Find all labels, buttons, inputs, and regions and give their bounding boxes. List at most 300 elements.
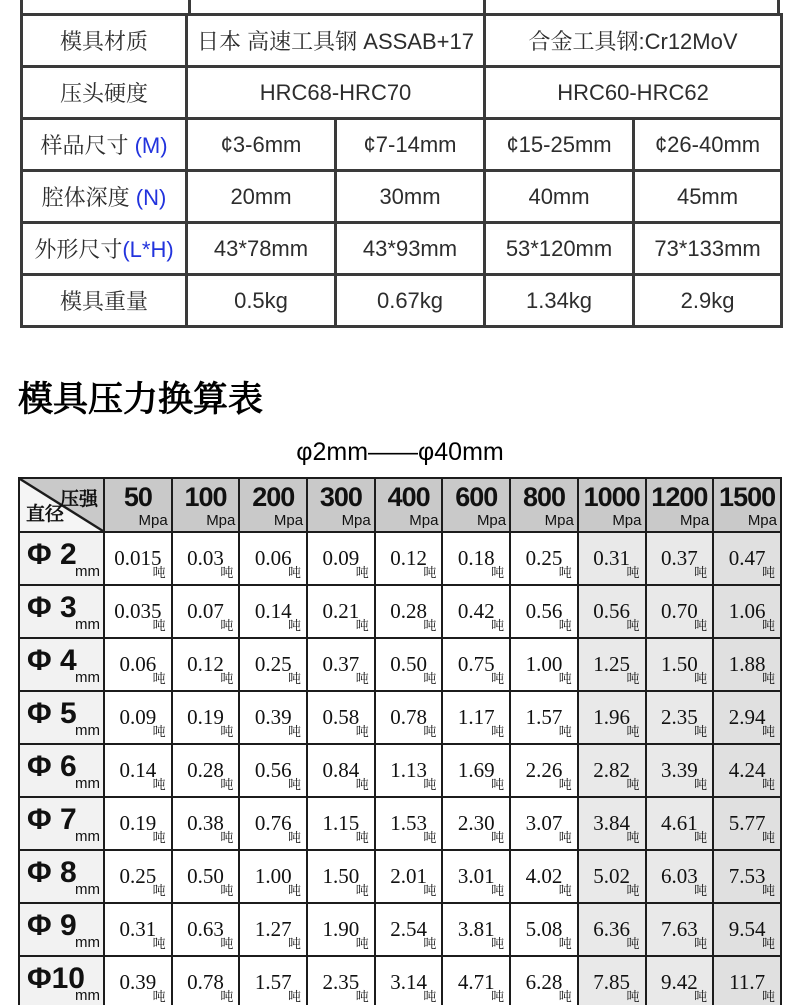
tonnage-unit: 吨 xyxy=(761,618,775,633)
tonnage-unit: 吨 xyxy=(288,671,302,686)
tonnage-value: 1.53 xyxy=(390,811,427,835)
tonnage-unit: 吨 xyxy=(626,724,640,739)
tonnage-cell xyxy=(307,532,375,585)
tonnage-value: 0.21 xyxy=(322,599,360,623)
pressure-unit: Mpa xyxy=(544,512,574,529)
spec-label-text: 压头硬度 xyxy=(59,81,148,106)
tonnage-value: 0.37 xyxy=(660,546,698,570)
tonnage-value: 2.54 xyxy=(390,917,427,941)
tonnage-cell xyxy=(375,532,443,585)
pressure-unit: Mpa xyxy=(747,512,777,529)
tonnage-cell xyxy=(239,850,307,903)
tonnage-value: 0.38 xyxy=(187,811,224,835)
tonnage-cell xyxy=(578,691,646,744)
cropped-cell xyxy=(486,0,777,13)
tonnage-unit: 吨 xyxy=(152,565,166,580)
tonnage-value: 1.50 xyxy=(322,864,360,888)
tonnage-value: 1.13 xyxy=(390,758,427,782)
tonnage-unit: 吨 xyxy=(558,724,572,739)
cropped-cell xyxy=(23,0,191,13)
spec-table-row xyxy=(22,119,782,171)
tonnage-value: 7.63 xyxy=(660,917,698,941)
tonnage-unit: 吨 xyxy=(288,618,302,633)
tonnage-cell xyxy=(713,585,781,638)
diameter-cell xyxy=(19,797,104,850)
tonnage-cell xyxy=(442,903,510,956)
tonnage-value: 1.15 xyxy=(322,811,360,835)
tonnage-cell xyxy=(104,956,172,1005)
spec-label-text: 样品尺寸 xyxy=(40,133,129,158)
tonnage-value: 1.88 xyxy=(728,652,766,676)
tonnage-cell xyxy=(239,585,307,638)
tonnage-value: 0.56 xyxy=(525,599,563,623)
tonnage-value: 1.57 xyxy=(254,970,292,994)
tonnage-cell xyxy=(307,638,375,691)
tonnage-value: 2.35 xyxy=(660,705,698,729)
tonnage-cell xyxy=(375,850,443,903)
tonnage-cell xyxy=(104,691,172,744)
pressure-unit: Mpa xyxy=(206,512,236,529)
tonnage-cell xyxy=(104,638,172,691)
tonnage-value: 0.06 xyxy=(119,652,157,676)
pressure-value: 400 xyxy=(387,482,430,512)
tonnage-cell xyxy=(442,638,510,691)
tonnage-unit: 吨 xyxy=(423,936,437,951)
corner-diameter-label: 直径 xyxy=(26,504,65,525)
tonnage-value: 0.84 xyxy=(322,758,360,782)
tonnage-unit: 吨 xyxy=(626,777,640,792)
spec-table-row xyxy=(22,15,782,67)
tonnage-cell xyxy=(713,797,781,850)
tonnage-cell xyxy=(578,532,646,585)
tonnage-unit: 吨 xyxy=(694,830,708,845)
tonnage-unit: 吨 xyxy=(423,724,437,739)
tonnage-unit: 吨 xyxy=(694,671,708,686)
tonnage-value: 6.36 xyxy=(593,917,631,941)
pressure-table-row xyxy=(19,638,781,691)
spec-label-text: 模具重量 xyxy=(59,289,148,314)
tonnage-value: 1.50 xyxy=(660,652,698,676)
diameter-value: Φ10 xyxy=(27,961,85,995)
tonnage-unit: 吨 xyxy=(761,989,775,1004)
tonnage-value: 4.61 xyxy=(660,811,698,835)
spec-value-cell: 1.34kg xyxy=(485,275,634,327)
tonnage-unit: 吨 xyxy=(152,830,166,845)
tonnage-value: 0.47 xyxy=(728,546,766,570)
tonnage-unit: 吨 xyxy=(761,777,775,792)
tonnage-cell xyxy=(307,956,375,1005)
tonnage-value: 0.31 xyxy=(119,917,157,941)
tonnage-cell xyxy=(375,797,443,850)
pressure-unit: Mpa xyxy=(476,512,507,529)
tonnage-unit: 吨 xyxy=(694,724,708,739)
pressure-value: 600 xyxy=(455,482,498,512)
tonnage-value: 0.19 xyxy=(187,705,224,729)
tonnage-value: 0.31 xyxy=(593,546,631,570)
tonnage-unit: 吨 xyxy=(423,883,437,898)
spec-label-suffix: (N) xyxy=(129,185,167,210)
diameter-value: Φ 9 xyxy=(27,908,77,942)
tonnage-value: 6.28 xyxy=(525,970,563,994)
tonnage-cell xyxy=(172,903,240,956)
tonnage-unit: 吨 xyxy=(761,936,775,951)
tonnage-unit: 吨 xyxy=(152,989,166,1004)
tonnage-unit: 吨 xyxy=(491,671,505,686)
tonnage-unit: 吨 xyxy=(355,671,369,686)
tonnage-cell xyxy=(578,956,646,1005)
diameter-cell xyxy=(19,744,104,797)
spec-row-label xyxy=(22,171,187,223)
tonnage-value: 0.76 xyxy=(254,811,292,835)
diameter-cell xyxy=(19,956,104,1005)
pressure-column-header xyxy=(510,478,578,532)
tonnage-cell xyxy=(375,744,443,797)
tonnage-unit: 吨 xyxy=(355,565,369,580)
tonnage-unit: 吨 xyxy=(423,618,437,633)
tonnage-cell xyxy=(239,797,307,850)
tonnage-value: 1.69 xyxy=(457,758,495,782)
tonnage-value: 0.75 xyxy=(457,652,495,676)
tonnage-cell xyxy=(375,638,443,691)
tonnage-unit: 吨 xyxy=(626,671,640,686)
tonnage-unit: 吨 xyxy=(761,671,775,686)
tonnage-unit: 吨 xyxy=(288,830,302,845)
tonnage-value: 0.78 xyxy=(390,705,427,729)
tonnage-unit: 吨 xyxy=(626,936,640,951)
pressure-table-range: φ2mm——φ40mm xyxy=(296,438,504,466)
pressure-value: 50 xyxy=(123,482,152,512)
tonnage-cell xyxy=(307,850,375,903)
tonnage-value: 2.94 xyxy=(728,705,766,729)
spec-value-cell: 0.5kg xyxy=(187,275,336,327)
tonnage-value: 4.02 xyxy=(525,864,563,888)
spec-value-cell: 40mm xyxy=(485,171,634,223)
spec-value-cell: ¢15-25mm xyxy=(485,119,634,171)
diameter-unit: mm xyxy=(75,616,100,633)
tonnage-value: 0.28 xyxy=(187,758,224,782)
tonnage-value: 0.39 xyxy=(254,705,292,729)
spec-value-cell: HRC68-HRC70 xyxy=(187,67,485,119)
tonnage-unit: 吨 xyxy=(626,618,640,633)
tonnage-cell xyxy=(307,744,375,797)
tonnage-value: 5.08 xyxy=(525,917,563,941)
tonnage-value: 0.70 xyxy=(660,599,698,623)
pressure-table-title: 模具压力换算表 xyxy=(18,380,264,419)
tonnage-unit: 吨 xyxy=(288,883,302,898)
tonnage-unit: 吨 xyxy=(491,724,505,739)
tonnage-value: 0.19 xyxy=(119,811,157,835)
tonnage-value: 0.09 xyxy=(119,705,157,729)
tonnage-cell xyxy=(578,638,646,691)
spec-table-row xyxy=(22,275,782,327)
tonnage-unit: 吨 xyxy=(626,830,640,845)
tonnage-cell xyxy=(442,532,510,585)
tonnage-unit: 吨 xyxy=(558,883,572,898)
tonnage-unit: 吨 xyxy=(288,777,302,792)
tonnage-cell xyxy=(172,691,240,744)
spec-value-cell: 53*120mm xyxy=(485,223,634,275)
tonnage-cell xyxy=(510,850,578,903)
tonnage-value: 0.37 xyxy=(322,652,360,676)
cropped-row-remnant xyxy=(20,0,780,13)
diameter-unit: mm xyxy=(75,563,100,580)
pressure-unit: Mpa xyxy=(409,512,439,529)
pressure-column-header xyxy=(442,478,510,532)
diameter-cell xyxy=(19,903,104,956)
tonnage-unit: 吨 xyxy=(558,830,572,845)
pressure-unit: Mpa xyxy=(138,512,168,529)
cropped-cell xyxy=(191,0,486,13)
tonnage-unit: 吨 xyxy=(626,989,640,1004)
tonnage-cell xyxy=(307,585,375,638)
spec-row-label xyxy=(22,119,187,171)
pressure-value: 800 xyxy=(522,482,565,512)
pressure-column-header xyxy=(646,478,714,532)
tonnage-cell xyxy=(510,638,578,691)
pressure-conversion-table xyxy=(18,477,782,1005)
tonnage-cell xyxy=(239,744,307,797)
tonnage-unit: 吨 xyxy=(694,989,708,1004)
diameter-value: Φ 6 xyxy=(27,749,77,783)
tonnage-value: 0.58 xyxy=(322,705,360,729)
tonnage-unit: 吨 xyxy=(558,989,572,1004)
pressure-unit: Mpa xyxy=(680,512,710,529)
spec-row-label xyxy=(22,15,187,67)
spec-label-suffix: (M) xyxy=(128,133,168,158)
pressure-table-row xyxy=(19,956,781,1005)
spec-value-cell: 20mm xyxy=(187,171,336,223)
tonnage-value: 9.54 xyxy=(728,917,766,941)
tonnage-cell xyxy=(239,691,307,744)
tonnage-unit: 吨 xyxy=(220,883,234,898)
tonnage-unit: 吨 xyxy=(423,777,437,792)
tonnage-cell xyxy=(646,585,714,638)
diameter-value: Φ 2 xyxy=(27,537,77,571)
pressure-table-row xyxy=(19,532,781,585)
tonnage-cell xyxy=(172,585,240,638)
tonnage-unit: 吨 xyxy=(694,883,708,898)
tonnage-unit: 吨 xyxy=(355,830,369,845)
pressure-value: 1200 xyxy=(651,482,708,512)
tonnage-unit: 吨 xyxy=(558,671,572,686)
tonnage-unit: 吨 xyxy=(761,565,775,580)
diameter-unit: mm xyxy=(75,775,100,792)
tonnage-value: 3.01 xyxy=(457,864,495,888)
pressure-unit: Mpa xyxy=(273,512,304,529)
tonnage-value: 0.18 xyxy=(457,546,495,570)
tonnage-value: 2.01 xyxy=(390,864,427,888)
tonnage-value: 9.42 xyxy=(660,970,698,994)
tonnage-value: 0.50 xyxy=(390,652,427,676)
pressure-value: 100 xyxy=(184,482,227,512)
tonnage-value: 3.84 xyxy=(593,811,631,835)
pressure-unit: Mpa xyxy=(341,512,371,529)
spec-value-cell: 2.9kg xyxy=(634,275,782,327)
tonnage-value: 0.12 xyxy=(390,546,427,570)
tonnage-value: 5.77 xyxy=(728,811,766,835)
tonnage-value: 1.27 xyxy=(254,917,292,941)
tonnage-value: 0.78 xyxy=(187,970,224,994)
tonnage-unit: 吨 xyxy=(491,830,505,845)
tonnage-value: 7.53 xyxy=(728,864,766,888)
pressure-table-row xyxy=(19,585,781,638)
tonnage-value: 0.50 xyxy=(187,864,224,888)
tonnage-value: 2.26 xyxy=(525,758,563,782)
tonnage-value: 0.42 xyxy=(457,599,495,623)
corner-pressure-label: 压强 xyxy=(59,489,98,510)
tonnage-value: 1.00 xyxy=(254,864,292,888)
tonnage-value: 0.25 xyxy=(525,546,563,570)
tonnage-unit: 吨 xyxy=(491,989,505,1004)
diameter-value: Φ 8 xyxy=(27,855,77,889)
diameter-unit: mm xyxy=(75,828,100,845)
spec-label-text: 外形尺寸 xyxy=(34,237,123,262)
tonnage-value: 0.56 xyxy=(254,758,292,782)
pressure-unit: Mpa xyxy=(612,512,642,529)
tonnage-cell xyxy=(375,903,443,956)
tonnage-cell xyxy=(713,532,781,585)
tonnage-cell xyxy=(713,744,781,797)
tonnage-unit: 吨 xyxy=(761,883,775,898)
tonnage-unit: 吨 xyxy=(152,777,166,792)
tonnage-unit: 吨 xyxy=(626,565,640,580)
tonnage-value: 11.7 xyxy=(729,970,766,994)
tonnage-cell xyxy=(375,956,443,1005)
diameter-unit: mm xyxy=(75,934,100,951)
tonnage-cell xyxy=(307,691,375,744)
pressure-column-header xyxy=(375,478,443,532)
tonnage-unit: 吨 xyxy=(220,830,234,845)
tonnage-cell xyxy=(646,850,714,903)
pressure-value: 1500 xyxy=(719,482,776,512)
tonnage-cell xyxy=(578,903,646,956)
spec-value-cell: 合金工具钢:Cr12MoV xyxy=(485,15,782,67)
tonnage-value: 3.07 xyxy=(525,811,563,835)
diameter-value: Φ 7 xyxy=(27,802,77,836)
tonnage-value: 0.39 xyxy=(119,970,157,994)
tonnage-value: 5.02 xyxy=(593,864,631,888)
spec-value-cell: 73*133mm xyxy=(634,223,782,275)
tonnage-unit: 吨 xyxy=(152,883,166,898)
tonnage-unit: 吨 xyxy=(694,618,708,633)
tonnage-unit: 吨 xyxy=(626,883,640,898)
tonnage-value: 2.30 xyxy=(457,811,495,835)
tonnage-cell xyxy=(646,691,714,744)
tonnage-unit: 吨 xyxy=(694,936,708,951)
tonnage-unit: 吨 xyxy=(423,671,437,686)
tonnage-cell xyxy=(307,903,375,956)
tonnage-value: 4.71 xyxy=(457,970,495,994)
diameter-cell xyxy=(19,850,104,903)
tonnage-cell xyxy=(578,744,646,797)
tonnage-unit: 吨 xyxy=(423,565,437,580)
tonnage-cell xyxy=(713,691,781,744)
tonnage-unit: 吨 xyxy=(355,618,369,633)
pressure-header-row xyxy=(19,478,781,532)
diameter-cell xyxy=(19,532,104,585)
tonnage-value: 1.17 xyxy=(457,705,495,729)
tonnage-unit: 吨 xyxy=(761,830,775,845)
tonnage-unit: 吨 xyxy=(288,565,302,580)
spec-table-row xyxy=(22,171,782,223)
tonnage-value: 1.57 xyxy=(525,705,563,729)
tonnage-value: 0.09 xyxy=(322,546,360,570)
tonnage-value: 0.56 xyxy=(593,599,631,623)
spec-value-cell: 日本 高速工具钢 ASSAB+17 xyxy=(187,15,485,67)
tonnage-value: 0.06 xyxy=(254,546,292,570)
tonnage-value: 1.06 xyxy=(728,599,766,623)
tonnage-value: 1.00 xyxy=(525,652,563,676)
tonnage-value: 2.35 xyxy=(322,970,360,994)
tonnage-cell xyxy=(239,638,307,691)
tonnage-unit: 吨 xyxy=(491,565,505,580)
tonnage-cell xyxy=(104,585,172,638)
tonnage-unit: 吨 xyxy=(355,724,369,739)
tonnage-value: 3.39 xyxy=(660,758,698,782)
spec-label-text: 腔体深度 xyxy=(41,185,130,210)
tonnage-cell xyxy=(510,956,578,1005)
tonnage-cell xyxy=(510,744,578,797)
corner-header-cell xyxy=(19,478,104,532)
tonnage-cell xyxy=(104,744,172,797)
tonnage-cell xyxy=(713,903,781,956)
pressure-column-header xyxy=(713,478,781,532)
tonnage-cell xyxy=(646,744,714,797)
diameter-unit: mm xyxy=(75,722,100,739)
tonnage-cell xyxy=(646,903,714,956)
tonnage-unit: 吨 xyxy=(220,671,234,686)
spec-value-cell: ¢7-14mm xyxy=(336,119,485,171)
tonnage-unit: 吨 xyxy=(558,618,572,633)
tonnage-cell xyxy=(104,850,172,903)
pressure-column-header xyxy=(239,478,307,532)
pressure-table-row xyxy=(19,903,781,956)
tonnage-unit: 吨 xyxy=(423,830,437,845)
tonnage-unit: 吨 xyxy=(220,565,234,580)
tonnage-cell xyxy=(172,532,240,585)
spec-row-label xyxy=(22,223,187,275)
tonnage-cell xyxy=(172,797,240,850)
tonnage-cell xyxy=(442,691,510,744)
tonnage-unit: 吨 xyxy=(152,618,166,633)
tonnage-unit: 吨 xyxy=(423,989,437,1004)
spec-row-label xyxy=(22,275,187,327)
tonnage-unit: 吨 xyxy=(491,936,505,951)
pressure-column-header xyxy=(578,478,646,532)
tonnage-cell xyxy=(104,797,172,850)
pressure-column-header xyxy=(172,478,240,532)
tonnage-cell xyxy=(646,638,714,691)
tonnage-unit: 吨 xyxy=(355,883,369,898)
tonnage-unit: 吨 xyxy=(288,936,302,951)
tonnage-cell xyxy=(172,850,240,903)
tonnage-unit: 吨 xyxy=(694,777,708,792)
tonnage-cell xyxy=(510,691,578,744)
diameter-value: Φ 3 xyxy=(27,590,77,624)
tonnage-unit: 吨 xyxy=(558,565,572,580)
spec-label-suffix: (L*H) xyxy=(122,237,174,262)
tonnage-value: 0.28 xyxy=(390,599,427,623)
tonnage-cell xyxy=(510,903,578,956)
tonnage-unit: 吨 xyxy=(288,989,302,1004)
tonnage-unit: 吨 xyxy=(220,777,234,792)
tonnage-cell xyxy=(713,638,781,691)
tonnage-value: 3.14 xyxy=(390,970,427,994)
tonnage-unit: 吨 xyxy=(558,936,572,951)
tonnage-value: 0.63 xyxy=(187,917,224,941)
pressure-table-row xyxy=(19,691,781,744)
pressure-value: 1000 xyxy=(583,482,640,512)
